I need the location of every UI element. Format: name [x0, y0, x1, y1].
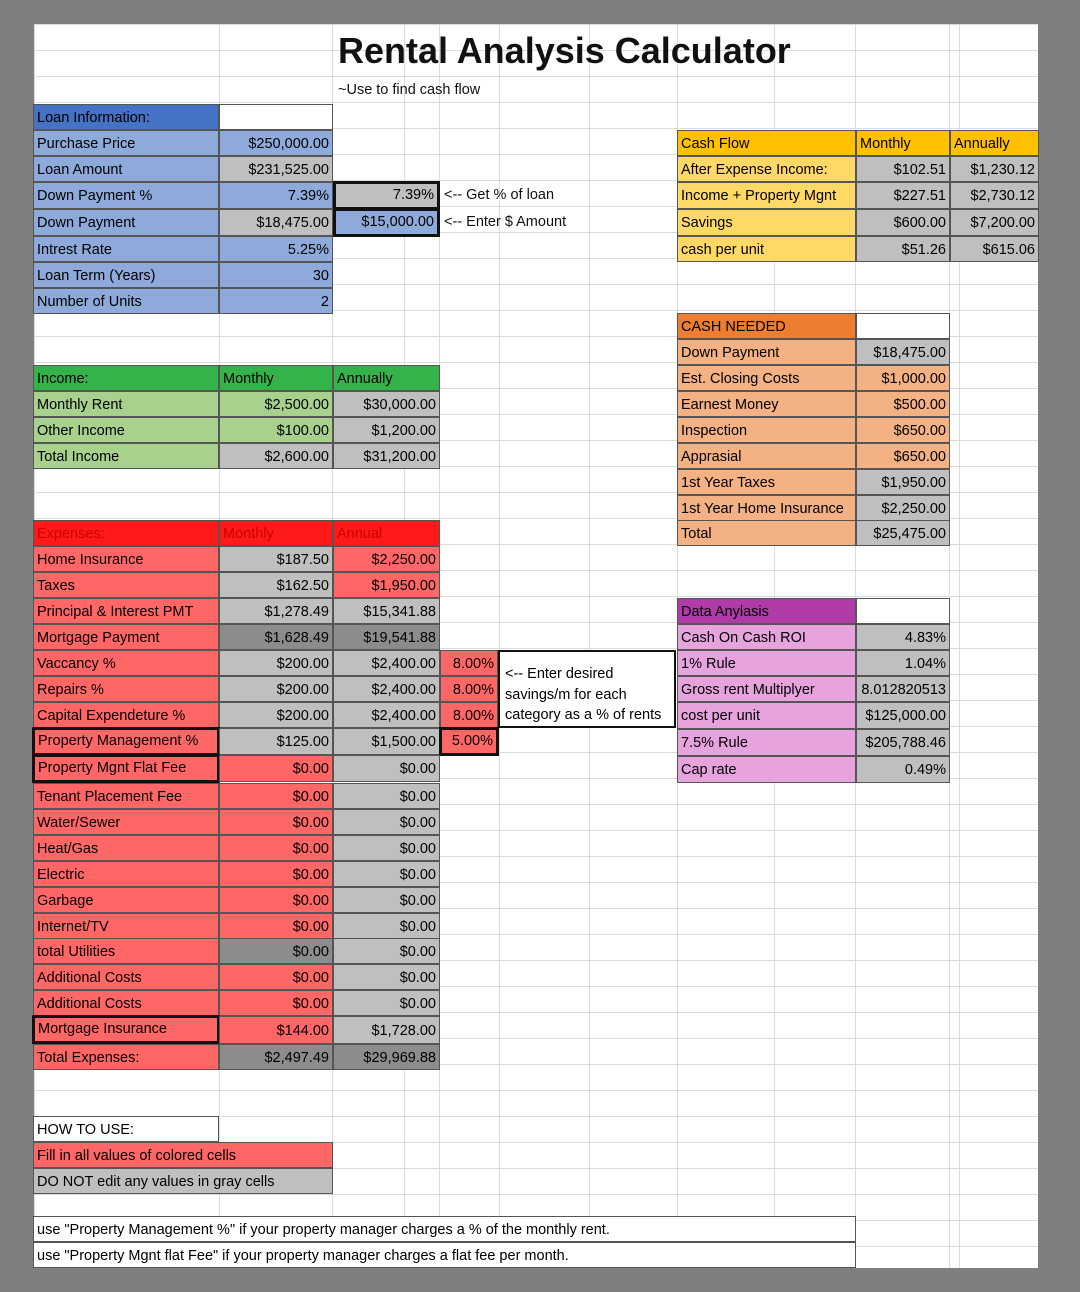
- savings-note-box: [498, 650, 676, 728]
- cash-needed-label: Apprasial: [677, 443, 856, 469]
- savings-note-line: <-- Enter desired: [505, 666, 614, 682]
- expense-monthly-cell: $187.50: [219, 546, 333, 572]
- analysis-label: 1% Rule: [677, 650, 856, 676]
- expense-annual-cell: $0.00: [333, 913, 440, 939]
- expense-label: Water/Sewer: [33, 809, 219, 835]
- cash-needed-value: $1,950.00: [856, 469, 950, 495]
- total-expenses-monthly-cell: $2,497.49: [219, 1044, 333, 1070]
- expense-monthly-cell[interactable]: $0.00: [219, 913, 333, 939]
- expense-label: Internet/TV: [33, 913, 219, 939]
- cashflow-monthly-cell: $600.00: [856, 209, 950, 236]
- other-income-monthly-cell[interactable]: $100.00: [219, 417, 333, 443]
- cashflow-header-monthly: Monthly: [856, 130, 950, 156]
- expense-monthly-cell: $0.00: [219, 938, 333, 964]
- expense-label: Electric: [33, 861, 219, 887]
- expense-annual-cell: $15,341.88: [333, 598, 440, 624]
- cash-needed-label: 1st Year Home Insurance: [677, 495, 856, 521]
- cashflow-label: Income + Property Mgnt: [677, 182, 856, 209]
- loan-header-blank: [219, 104, 333, 130]
- cash-needed-value[interactable]: $500.00: [856, 391, 950, 417]
- loan-amount-cell: $231,525.00: [219, 156, 333, 182]
- cash-needed-label: Total: [677, 520, 856, 546]
- pct-of-loan-cell: 7.39%: [333, 181, 440, 210]
- loan-label: Down Payment: [33, 209, 219, 236]
- expense-label: Heat/Gas: [33, 835, 219, 861]
- analysis-label: cost per unit: [677, 702, 856, 729]
- repairs-pct-cell[interactable]: 8.00%: [440, 676, 498, 702]
- expense-annual-cell: $2,400.00: [333, 650, 440, 676]
- cash-needed-label: Est. Closing Costs: [677, 365, 856, 391]
- cashflow-header: Cash Flow: [677, 130, 856, 156]
- expense-annual-cell: $2,400.00: [333, 676, 440, 702]
- cash-needed-label: Earnest Money: [677, 391, 856, 417]
- total-income-monthly-cell: $2,600.00: [219, 443, 333, 469]
- expense-monthly-cell: $200.00: [219, 702, 333, 728]
- expense-label: Taxes: [33, 572, 219, 598]
- interest-rate-cell[interactable]: 5.25%: [219, 236, 333, 262]
- howto-gray: DO NOT edit any values in gray cells: [33, 1168, 333, 1194]
- analysis-label: 7.5% Rule: [677, 729, 856, 756]
- savings-note-line: category as a % of rents: [505, 707, 662, 723]
- units-cell[interactable]: 2: [219, 288, 333, 314]
- enter-amount-cell[interactable]: $15,000.00: [333, 208, 440, 237]
- subtitle: ~Use to find cash flow: [338, 82, 481, 98]
- vacancy-pct-cell[interactable]: 8.00%: [440, 650, 498, 676]
- expense-monthly-cell[interactable]: $0.00: [219, 835, 333, 861]
- howto-colored: Fill in all values of colored cells: [33, 1142, 333, 1168]
- rent-monthly-cell[interactable]: $2,500.00: [219, 391, 333, 417]
- cashflow-label: Savings: [677, 209, 856, 236]
- pct-note: <-- Get % of loan: [444, 187, 555, 203]
- expense-annual-cell: $1,728.00: [333, 1016, 440, 1044]
- expense-monthly-cell[interactable]: $0.00: [219, 964, 333, 990]
- down-payment-pct-cell[interactable]: 7.39%: [219, 182, 333, 209]
- expense-label: Property Management %: [32, 727, 220, 756]
- expense-label: Property Mgnt Flat Fee: [32, 754, 220, 783]
- cash-needed-header-blank: [856, 313, 950, 339]
- loan-header: Loan Information:: [33, 104, 219, 130]
- expense-label: Home Insurance: [33, 546, 219, 572]
- expense-annual-cell: $0.00: [333, 783, 440, 809]
- cashflow-annual-cell: $1,230.12: [950, 156, 1039, 182]
- note-line: use "Property Mgnt flat Fee" if your property manager charges a flat fee per month.: [33, 1242, 856, 1268]
- income-label: Total Income: [33, 443, 219, 469]
- loan-label: Down Payment %: [33, 182, 219, 209]
- expenses-header-annual: Annual: [333, 520, 440, 546]
- howto-header: HOW TO USE:: [33, 1116, 219, 1142]
- expense-label: Principal & Interest PMT: [33, 598, 219, 624]
- analysis-value: $205,788.46: [856, 729, 950, 756]
- expense-label: Tenant Placement Fee: [33, 783, 219, 809]
- income-label: Other Income: [33, 417, 219, 443]
- expense-annual-cell: $0.00: [333, 809, 440, 835]
- savings-note-line: savings/m for each: [505, 686, 627, 703]
- expense-monthly-cell: $200.00: [219, 650, 333, 676]
- cashflow-annual-cell: $2,730.12: [950, 182, 1039, 209]
- expense-annual-cell[interactable]: $1,950.00: [333, 572, 440, 598]
- analysis-value: 1.04%: [856, 650, 950, 676]
- capex-pct-cell[interactable]: 8.00%: [440, 702, 498, 728]
- expense-label: Garbage: [33, 887, 219, 913]
- total-expenses-annual-cell: $29,969.88: [333, 1044, 440, 1070]
- income-header: Income:: [33, 365, 219, 391]
- cashflow-monthly-cell: $227.51: [856, 182, 950, 209]
- cash-needed-label: 1st Year Taxes: [677, 469, 856, 495]
- expense-label: Mortgage Payment: [33, 624, 219, 650]
- expense-monthly-cell[interactable]: $0.00: [219, 887, 333, 913]
- expense-label: Vaccancy %: [33, 650, 219, 676]
- mortgage-insurance-monthly-cell[interactable]: $144.00: [219, 1016, 333, 1044]
- cashflow-header-annual: Annually: [950, 130, 1039, 156]
- loan-label: Loan Term (Years): [33, 262, 219, 288]
- total-income-annual-cell: $31,200.00: [333, 443, 440, 469]
- cash-needed-value: $2,250.00: [856, 495, 950, 521]
- loan-label: Purchase Price: [33, 130, 219, 156]
- expense-monthly-cell[interactable]: $0.00: [219, 990, 333, 1016]
- expense-label: Additional Costs: [33, 964, 219, 990]
- expense-monthly-cell[interactable]: $0.00: [219, 783, 333, 809]
- loan-label: Intrest Rate: [33, 236, 219, 262]
- loan-term-cell[interactable]: 30: [219, 262, 333, 288]
- down-payment-cell: $18,475.00: [219, 209, 333, 236]
- expense-label: Repairs %: [33, 676, 219, 702]
- expense-monthly-cell: $1,628.49: [219, 624, 333, 650]
- cash-needed-label: Inspection: [677, 417, 856, 443]
- expense-annual-cell: $2,400.00: [333, 702, 440, 728]
- expense-annual-cell: $0.00: [333, 938, 440, 964]
- cashflow-monthly-cell: $51.26: [856, 236, 950, 262]
- cash-needed-label: Down Payment: [677, 339, 856, 365]
- cash-needed-value[interactable]: $650.00: [856, 417, 950, 443]
- expense-annual-cell: $0.00: [333, 861, 440, 887]
- analysis-label: Gross rent Multiplyer: [677, 676, 856, 702]
- analysis-label: Cash On Cash ROI: [677, 624, 856, 650]
- expenses-header-monthly: Monthly: [219, 520, 333, 546]
- expense-label: total Utilities: [33, 938, 219, 964]
- cash-needed-total: $25,475.00: [856, 520, 950, 546]
- expense-monthly-cell[interactable]: $0.00: [219, 861, 333, 887]
- expense-annual-cell: $0.00: [333, 887, 440, 913]
- expense-annual-cell[interactable]: $2,250.00: [333, 546, 440, 572]
- expense-annual-cell: $0.00: [333, 990, 440, 1016]
- cashflow-annual-cell: $615.06: [950, 236, 1039, 262]
- income-header-monthly: Monthly: [219, 365, 333, 391]
- analysis-value: 4.83%: [856, 624, 950, 650]
- mgmt-pct-cell[interactable]: 5.00%: [439, 727, 499, 756]
- analysis-header-blank: [856, 598, 950, 624]
- purchase-price-cell[interactable]: $250,000.00: [219, 130, 333, 156]
- cashflow-label: cash per unit: [677, 236, 856, 262]
- expense-monthly-cell[interactable]: $0.00: [219, 755, 333, 782]
- cash-needed-header: CASH NEEDED: [677, 313, 856, 339]
- expense-annual-cell: $0.00: [333, 964, 440, 990]
- expense-monthly-cell: $125.00: [219, 728, 333, 755]
- cashflow-monthly-cell: $102.51: [856, 156, 950, 182]
- expense-annual-cell: $0.00: [333, 755, 440, 782]
- cash-needed-value: $18,475.00: [856, 339, 950, 365]
- expense-monthly-cell: $162.50: [219, 572, 333, 598]
- expense-monthly-cell: $1,278.49: [219, 598, 333, 624]
- cashflow-label: After Expense Income:: [677, 156, 856, 182]
- loan-label: Number of Units: [33, 288, 219, 314]
- expense-annual-cell: $1,500.00: [333, 728, 440, 755]
- expenses-header: Expenses:: [33, 520, 219, 546]
- rent-annual-cell: $30,000.00: [333, 391, 440, 417]
- analysis-value: 0.49%: [856, 756, 950, 783]
- expense-label: Mortgage Insurance: [32, 1015, 220, 1044]
- expense-annual-cell: $19,541.88: [333, 624, 440, 650]
- expense-monthly-cell[interactable]: $0.00: [219, 809, 333, 835]
- amount-note: <-- Enter $ Amount: [444, 214, 567, 230]
- cash-needed-value[interactable]: $650.00: [856, 443, 950, 469]
- cashflow-annual-cell: $7,200.00: [950, 209, 1039, 236]
- page-title: Rental Analysis Calculator: [338, 30, 791, 71]
- expense-annual-cell: $0.00: [333, 835, 440, 861]
- analysis-label: Cap rate: [677, 756, 856, 783]
- cash-needed-value[interactable]: $1,000.00: [856, 365, 950, 391]
- analysis-value: $125,000.00: [856, 702, 950, 729]
- expense-monthly-cell: $200.00: [219, 676, 333, 702]
- income-label: Monthly Rent: [33, 391, 219, 417]
- note-line: use "Property Management %" if your property manager charges a % of the monthly rent.: [33, 1216, 856, 1242]
- expense-label: Total Expenses:: [33, 1044, 219, 1070]
- expense-label: Additional Costs: [33, 990, 219, 1016]
- other-income-annual-cell: $1,200.00: [333, 417, 440, 443]
- analysis-value: 8.012820513: [856, 676, 950, 702]
- loan-label: Loan Amount: [33, 156, 219, 182]
- analysis-header: Data Anylasis: [677, 598, 856, 624]
- expense-label: Capital Expendeture %: [33, 702, 219, 728]
- income-header-annual: Annually: [333, 365, 440, 391]
